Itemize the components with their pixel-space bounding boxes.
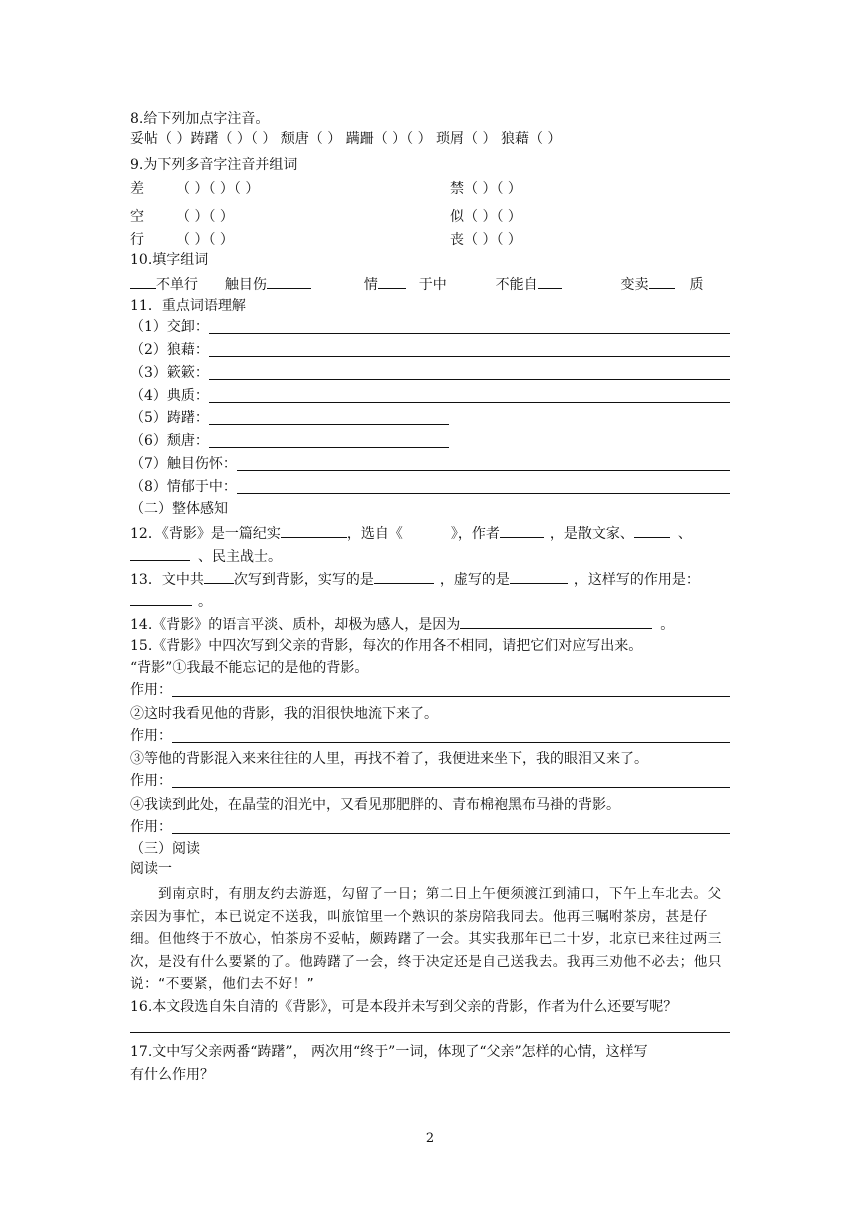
- q11-row-8: （8）情郁于中：: [130, 478, 730, 496]
- q11-row-6: （6）颓唐：: [130, 432, 730, 450]
- q15-answer-4: 作用：: [130, 818, 730, 836]
- q11-title: 11．重点词语理解: [130, 298, 246, 314]
- q11-row-2: （2）狼藉：: [130, 341, 730, 359]
- blank[interactable]: [204, 569, 234, 584]
- answer-line[interactable]: [130, 1032, 730, 1033]
- q10-title: 10.填字组词: [130, 252, 209, 268]
- answer-line[interactable]: [209, 388, 730, 403]
- q10-item: 情: [363, 277, 378, 293]
- blank[interactable]: [634, 523, 670, 538]
- q9-char-right: 丧（ ）（ ）: [450, 232, 522, 248]
- answer-line[interactable]: [237, 456, 730, 471]
- q8-title: 8.给下列加点字注音。: [130, 111, 270, 127]
- answer-line[interactable]: [237, 479, 730, 494]
- q9-char-right: 禁（ ）（ ）: [450, 181, 522, 197]
- q14: 14.《背影》的语言平淡、质朴，却极为感人，是因为 。: [130, 614, 674, 634]
- section-2-heading: （二）整体感知: [130, 501, 228, 517]
- page-number: 2: [425, 1131, 435, 1146]
- q9-blanks: （ ）（ ）: [176, 232, 234, 248]
- q15-item-4: ④我读到此处，在晶莹的泪光中，又看见那肥胖的、青布棉袍黑布马褂的背影。: [130, 797, 620, 813]
- blank[interactable]: [130, 274, 156, 289]
- answer-line[interactable]: [172, 728, 730, 743]
- answer-line[interactable]: [172, 773, 730, 788]
- blank[interactable]: [130, 546, 190, 561]
- answer-line[interactable]: [209, 342, 730, 357]
- q10-items: [130, 274, 703, 294]
- q9-title: 9.为下列多音字注音并组词: [130, 157, 298, 173]
- answer-line[interactable]: [172, 819, 730, 834]
- q11-row-5: （5）踌躇：: [130, 409, 730, 427]
- blank[interactable]: [538, 274, 562, 289]
- q16: 16.本文段选自朱自清的《背影》，可是本段并未写到父亲的背影，作者为什么还要写呢？: [130, 999, 678, 1015]
- q13-line-1: 13．文中共 次写到背影，实写的是 ，虚写的是 ，这样写的作用是：: [130, 569, 700, 589]
- q15-item-3: ③等他的背影混入来来往往的人里，再找不着了，我便进来坐下，我的眼泪又来了。: [130, 751, 648, 767]
- q10-item: 于中: [418, 277, 447, 293]
- section-3-heading: （三）阅读: [130, 841, 200, 857]
- q10-item: 变卖: [620, 277, 649, 293]
- q9-char: 空: [130, 209, 144, 225]
- reading-passage: [130, 883, 730, 996]
- blank[interactable]: [510, 569, 568, 584]
- q8-pinyin-line: 妥帖（ ）踌躇（ ）（ ） 颓唐（ ） 蹒跚（ ）（ ） 琐屑（ ） 狼藉（ ）: [130, 131, 562, 147]
- q9-blanks: （ ）（ ）: [176, 209, 234, 225]
- q9-blanks: （ ）（ ）（ ）: [176, 181, 260, 197]
- blank[interactable]: [130, 591, 192, 606]
- q10-item: 不单行: [156, 277, 198, 293]
- reading-title: 阅读一: [130, 861, 172, 877]
- reading-text: 到南京时，有朋友约去游逛，勾留了一日；第二日上午便须渡江到浦口，下午上车北去。父亲因为事忙，本已说定不送我，叫旅馆里一个熟识的茶房陪我同去。他再三嘱咐茶房，甚是仔细。但他终于不放心，怕茶房不妥帖，颇踌躇了一会。其实我那年已二十岁，北京已来往过两三次，是没有什么要紧的了。他踌躇了一会，终于决定还是自己送我去。我再三劝他不必去；他只说：“不要紧，他们去不好！”: [130, 886, 722, 992]
- answer-line[interactable]: [209, 410, 449, 425]
- q11-row-4: （4）典质：: [130, 387, 730, 405]
- q12-line-1: 12．《背影》是一篇纪实 ，选自《 》，作者 ，是散文家、 、: [130, 523, 692, 543]
- answer-line[interactable]: [209, 433, 449, 448]
- blank[interactable]: [649, 274, 675, 289]
- q10-item: 触目伤: [224, 277, 267, 293]
- blank[interactable]: [500, 523, 544, 538]
- q12-line-2: 、民主战士。: [130, 546, 282, 566]
- q11-row-3: （3）簌簌：: [130, 364, 730, 382]
- answer-line[interactable]: [172, 682, 730, 697]
- q13-line-2: 。: [130, 591, 212, 611]
- q15-answer-1: 作用：: [130, 681, 730, 699]
- blank[interactable]: [460, 614, 652, 629]
- q15-title: 15.《背影》中四次写到父亲的背影，每次的作用各不相同，请把它们对应写出来。: [130, 638, 643, 654]
- q9-char-right: 似（ ）（ ）: [450, 209, 522, 225]
- q9-char: 差: [130, 181, 144, 197]
- q9-char: 行: [130, 232, 144, 248]
- blank[interactable]: [378, 274, 406, 289]
- q17-line-2: 有什么作用？: [130, 1067, 214, 1083]
- q15-item-1: “背影”①我最不能忘记的是他的背影。: [130, 660, 369, 676]
- blank[interactable]: [267, 274, 311, 289]
- q15-item-2: ②这时我看见他的背影，我的泪很快地流下来了。: [130, 706, 438, 722]
- q17-line-1: 17.文中写父亲两番“踌躇”， 两次用“终于”一词，体现了“父亲”怎样的心情，这样写: [130, 1044, 648, 1060]
- q10-item: 不能自: [495, 277, 538, 293]
- q10-item: 质: [689, 277, 704, 293]
- q15-answer-2: 作用：: [130, 727, 730, 745]
- answer-line[interactable]: [209, 319, 730, 334]
- q11-row-1: （1）交卸：: [130, 318, 730, 336]
- blank[interactable]: [281, 523, 347, 538]
- answer-line[interactable]: [209, 365, 730, 380]
- q11-row-7: （7）触目伤怀：: [130, 455, 730, 473]
- q15-answer-3: 作用：: [130, 772, 730, 790]
- blank[interactable]: [374, 569, 434, 584]
